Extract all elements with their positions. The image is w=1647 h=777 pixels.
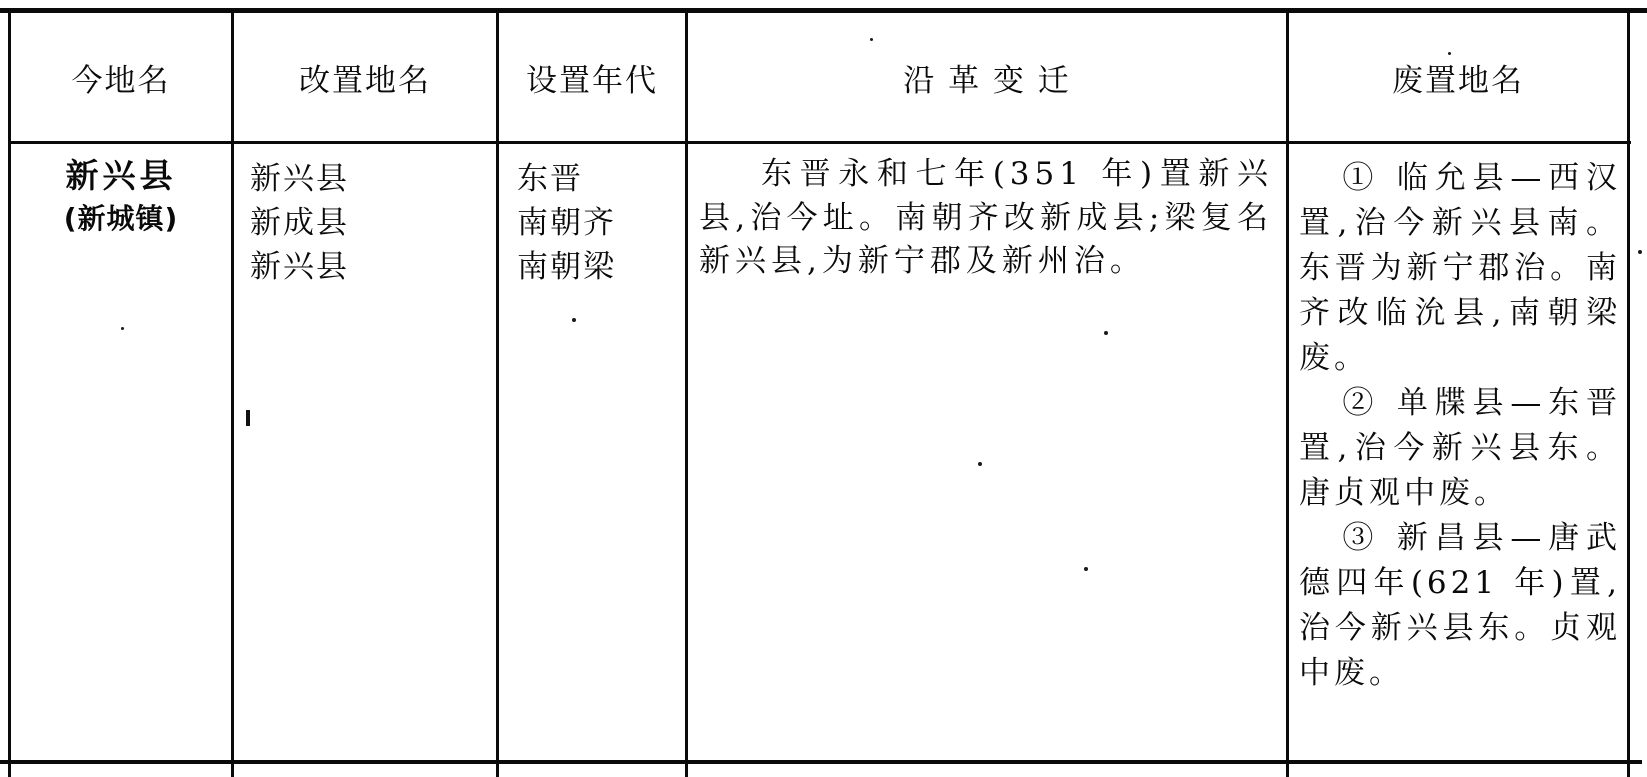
scan-artifact (572, 318, 576, 322)
current-name-text: 新兴县 (65, 156, 177, 195)
header-evolution: 沿 革 变 迁 (903, 62, 1071, 99)
scan-artifact (246, 410, 250, 426)
renamed-name: 新兴县 (250, 249, 349, 285)
era: 南朝梁 (517, 249, 616, 285)
header-separator-line (8, 141, 1631, 144)
scan-artifact (978, 462, 982, 466)
abolished-entry: ① 临允县—西汉置,治今新兴县南。东晋为新宁郡治。南齐改临沇县,南朝梁废。 (1299, 160, 1621, 376)
abolished-entry: ③ 新昌县—唐武德四年(621 年)置,治今新兴县东。贞观中废。 (1299, 520, 1621, 691)
header-era: 设置年代 (526, 62, 658, 99)
scan-artifact (1638, 250, 1642, 254)
header-renamed: 改置地名 (299, 62, 431, 99)
evolution-text: 东晋永和七年(351 年)置新兴县,治今址。南朝齐改新成县;梁复名新兴县,为新宁郡及新州治。 (699, 156, 1273, 279)
scan-artifact (1084, 567, 1088, 571)
era: 东晋 (517, 161, 583, 197)
era: 南朝齐 (517, 205, 616, 241)
cell-establishment-eras (517, 157, 616, 289)
renamed-name: 新成县 (250, 205, 349, 241)
scan-artifact (1104, 331, 1108, 335)
header-current-name: 今地名 (71, 62, 171, 99)
cell-current-name (11, 155, 231, 239)
scan-artifact (870, 38, 873, 41)
header-abolished: 废置地名 (1392, 62, 1524, 99)
scan-artifact (1448, 52, 1451, 55)
scan-artifact (121, 327, 124, 330)
abolished-entry: ② 单牒县—东晋置,治今新兴县东。唐贞观中废。 (1299, 385, 1621, 511)
current-name-note: (新城镇) (63, 202, 179, 235)
table-right-border (1627, 10, 1630, 777)
row-separator-line (0, 760, 1642, 764)
cell-renamed-names (250, 157, 349, 289)
cell-evolution (699, 153, 1273, 284)
cell-abolished-names (1299, 156, 1621, 696)
renamed-name: 新兴县 (250, 161, 349, 197)
